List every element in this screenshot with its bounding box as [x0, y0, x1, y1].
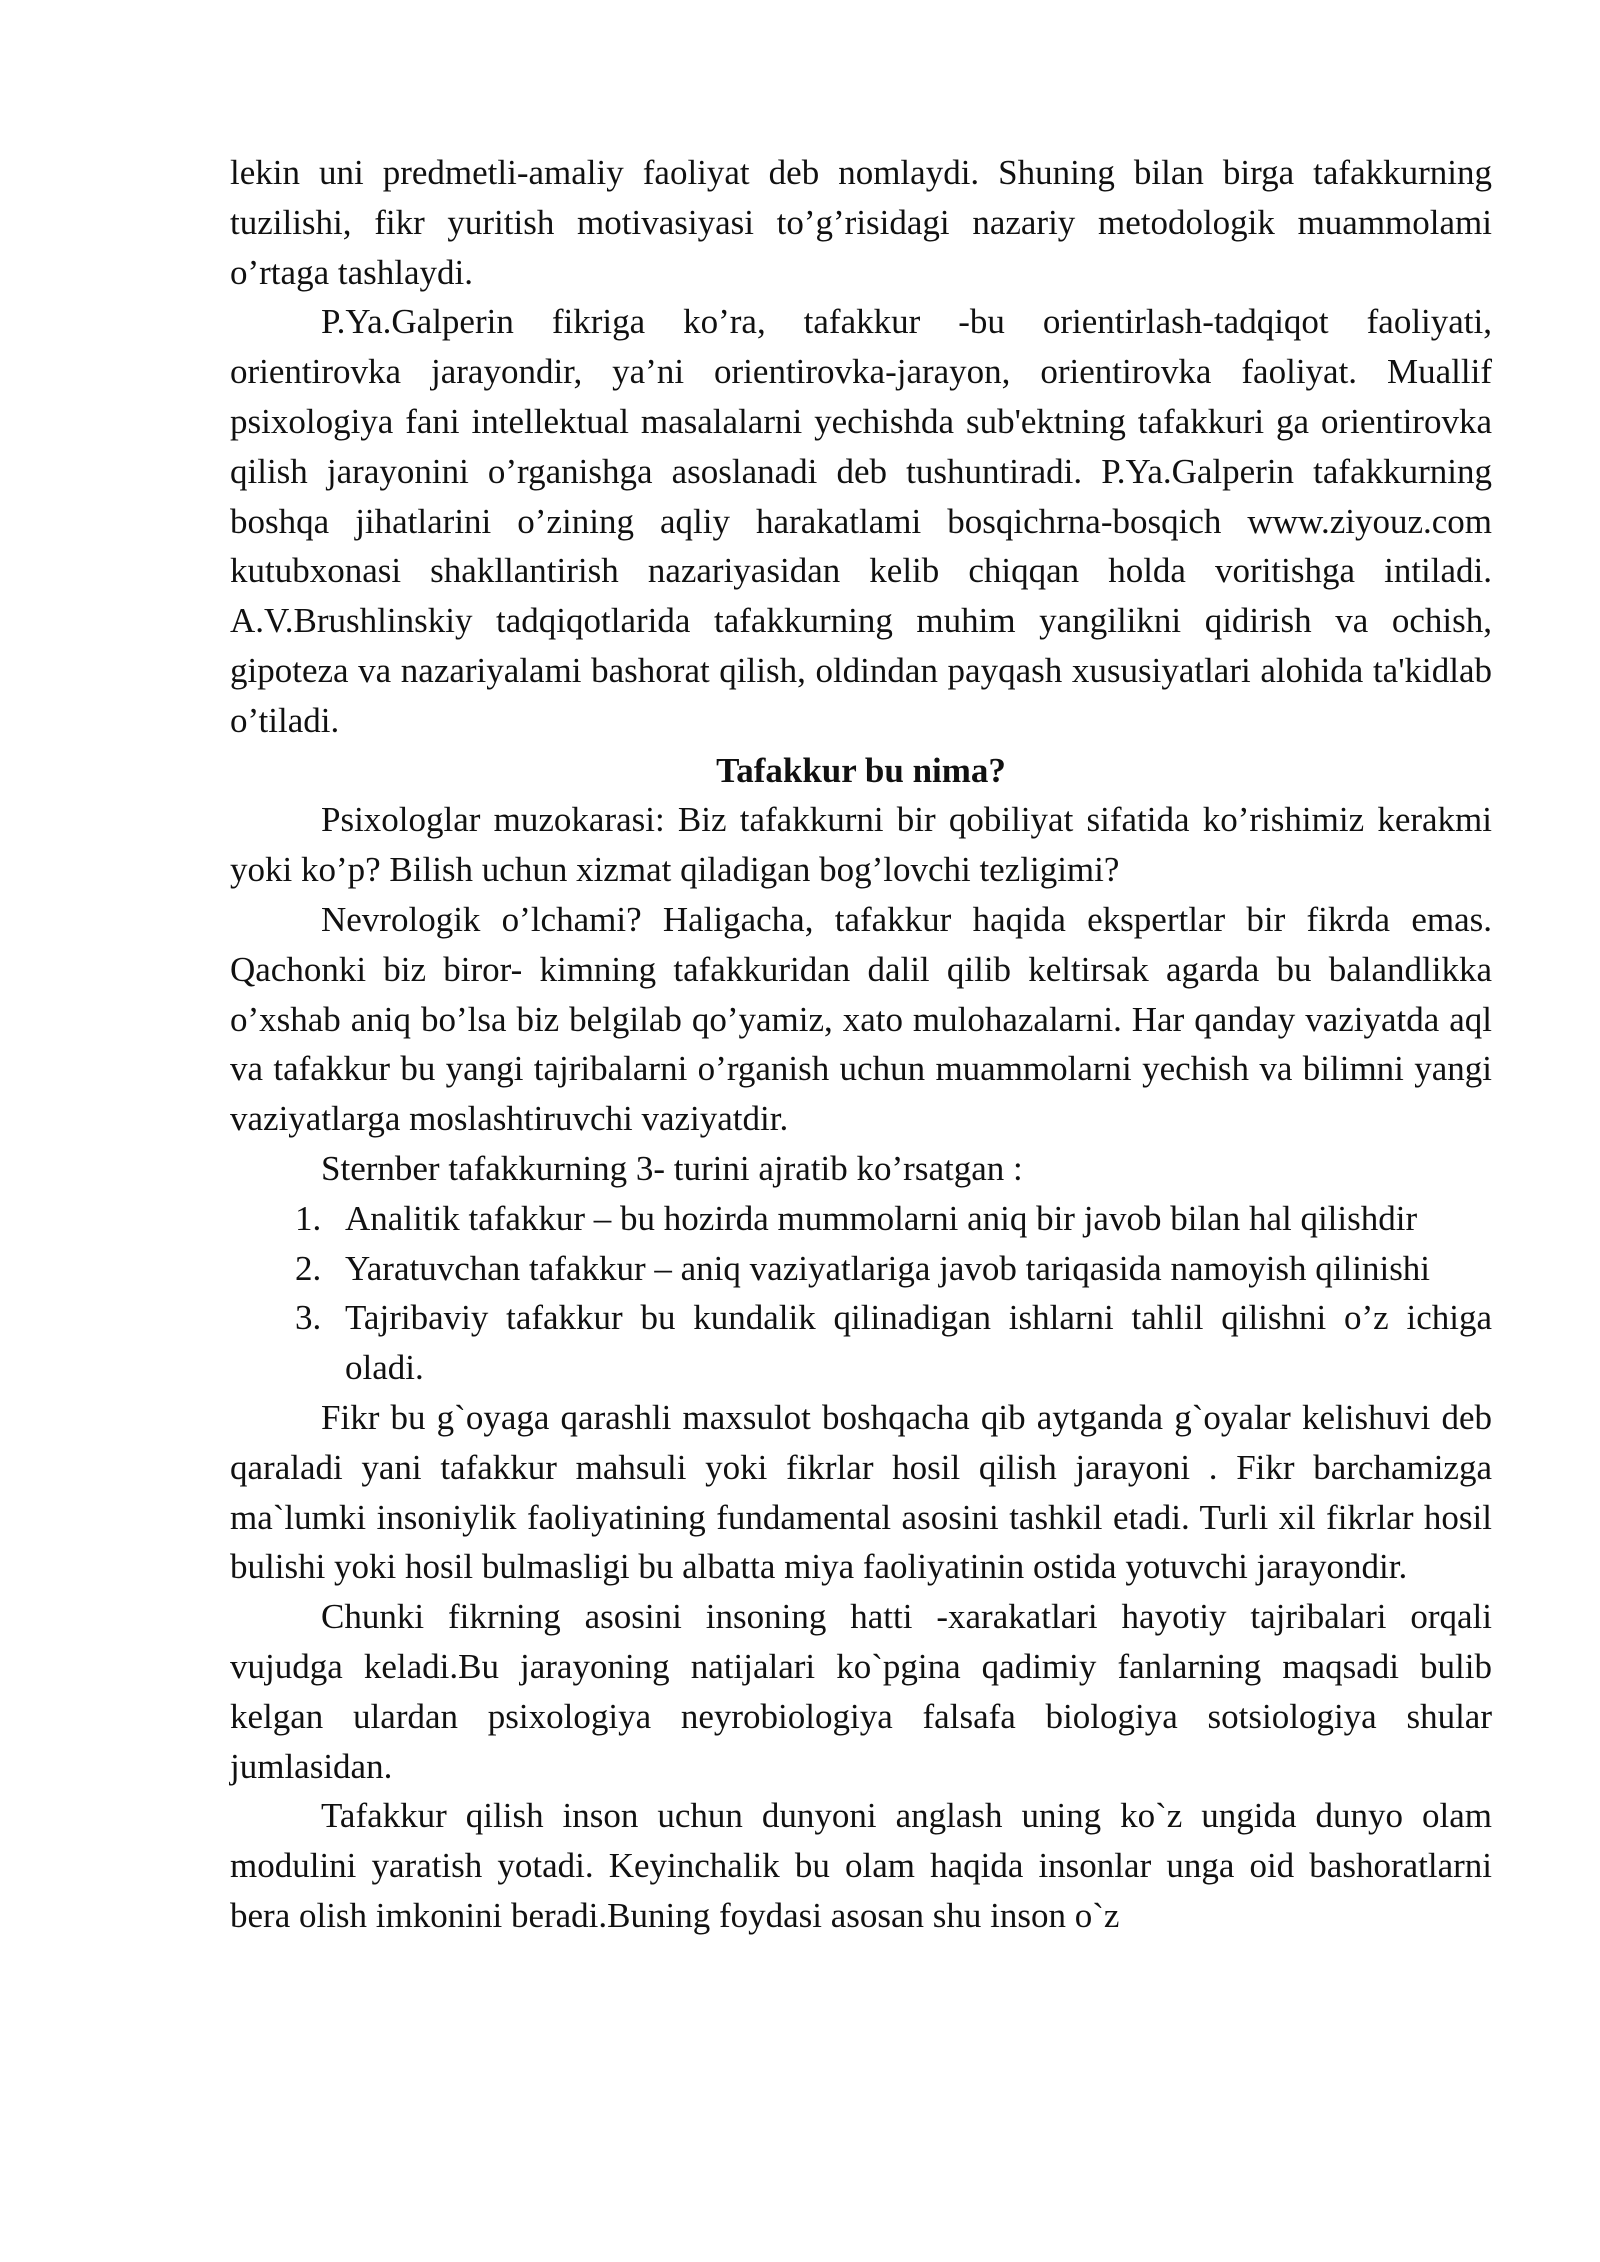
paragraph-3: Psixologlar muzokarasi: Biz tafakkurni bir qobiliyat sifatida ko’rishimiz kerakmi yoki ko’p? Bilish uchun xizmat qiladigan bog’lovchi tezligimi? — [230, 800, 1492, 890]
list-item-text: Tajribaviy tafakkur bu kundalik qilinadigan ishlarni tahlil qilishni o’z ichiga oladi. — [345, 1298, 1492, 1388]
list-item — [230, 1244, 1492, 1294]
list-item — [230, 1194, 1492, 1244]
list-item-number: 2. — [295, 1248, 322, 1288]
paragraph-2: P.Ya.Galperin fikriga ko’ra, tafakkur -bu orientirlash-tadqiqot faoliyati, orientirovka jarayondir, ya’ni orientirovka-jarayon, orientirovka faoliyat. Muallif psixologiya fani intellektual masalalarni yechishda sub'ektning tafakkuri ga orientirovka qilish jarayonini o’rganishga asoslanadi deb tushuntiradi. P.Ya.Galperin tafakkurning boshqa jihatlarini o’zining aqliy harakatlami bosqichrna-bosqich www.ziyouz.com kutubxonasi shakllantirish nazariyasidan kelib chiqqan holda voritishga intiladi. A.V.Brushlinskiy tadqiqotlarida tafakkurning muhim yangilikni qidirish va ochish, gipoteza va nazariyalami bashorat qilish, oldindan payqash xususiyatlari alohida ta'kidlab o’tiladi. — [230, 302, 1492, 740]
list-item-number: 3. — [295, 1298, 322, 1338]
paragraph-7: Chunki fikrning asosini insoning hatti -xarakatlari hayotiy tajribalari orqali vujudga keladi.Bu jarayoning natijalari ko`pgina qadimiy fanlarning maqsadi bulib kelgan ulardan psixologiya neyrobiologiya falsafa biologiya sotsiologiya shular jumlasidan. — [230, 1597, 1492, 1786]
numbered-list — [230, 1194, 1492, 1393]
paragraph-5: Sternber tafakkurning 3- turini ajratib ko’rsatgan : — [321, 1148, 1023, 1188]
list-item-text: Yaratuvchan tafakkur – aniq vaziyatlariga javob tariqasida namoyish qilinishi — [345, 1248, 1431, 1288]
list-item-number: 1. — [295, 1198, 322, 1238]
section-heading: Tafakkur bu nima? — [716, 750, 1006, 790]
paragraph-8: Tafakkur qilish inson uchun dunyoni anglash uning ko`z ungida dunyo olam modulini yaratish yotadi. Keyinchalik bu olam haqida insonlar unga oid bashoratlarni bera olish imkonini beradi.Buning foydasi asosan shu inson o`z — [230, 1796, 1492, 1935]
paragraph-1: lekin uni predmetli-amaliy faoliyat deb nomlaydi. Shuning bilan birga tafakkurning tuzilishi, fikr yuritish motivasiyasi to’g’risidagi nazariy metodologik muammolami o’rtaga tashlaydi. — [230, 153, 1492, 292]
paragraph-4: Nevrologik o’lchami? Haligacha, tafakkur haqida ekspertlar bir fikrda emas. Qachonki biz biror- kimning tafakkuridan dalil qilib keltirsak agarda bu balandlikka o’xshab aniq bo’lsa biz belgilab qo’yamiz, xato mulohazalarni. Har qanday vaziyatda aql va tafakkur bu yangi tajribalarni o’rganish uchun muammolarni yechish va bilimni yangi vaziyatlarga moslashtiruvchi vaziyatdir. — [230, 899, 1492, 1139]
document-page — [230, 148, 1492, 1941]
list-item — [230, 1293, 1492, 1393]
list-item-text: Analitik tafakkur – bu hozirda mummolarni aniq bir javob bilan hal qilishdir — [345, 1198, 1418, 1238]
paragraph-6: Fikr bu g`oyaga qarashli maxsulot boshqacha qib aytganda g`oyalar kelishuvi deb qaraladi yani tafakkur mahsuli yoki fikrlar hosil qilish jarayoni . Fikr barchamizga ma`lumki insoniylik faoliyatining fundamental asosini tashkil etadi. Turli xil fikrlar hosil bulishi yoki hosil bulmasligi bu albatta miya faoliyatinin ostida yotuvchi jarayondir. — [230, 1397, 1492, 1587]
